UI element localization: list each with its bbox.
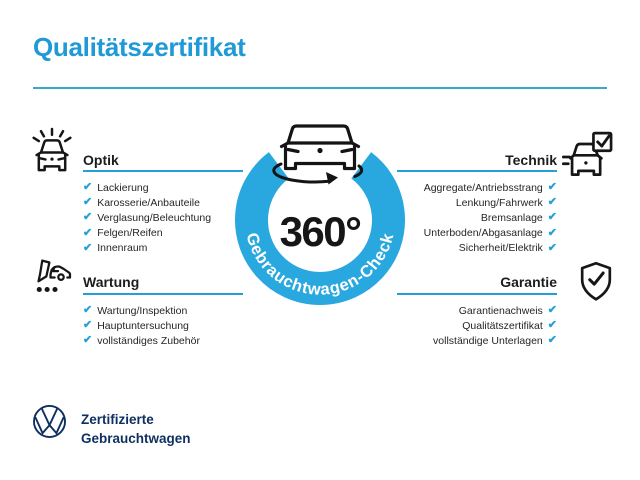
section-title-garantie: Garantie	[500, 274, 557, 290]
check-item-label: Karosserie/Anbauteile	[97, 196, 200, 209]
check-item-label: Unterboden/Abgasanlage	[423, 227, 543, 240]
check-item	[433, 303, 557, 318]
check-item-label: vollständiges Zubehör	[97, 334, 200, 347]
section-rule-technik	[397, 170, 557, 172]
brand-claim	[81, 410, 191, 448]
shield-check-icon	[578, 261, 614, 302]
check-item	[424, 210, 557, 225]
check-item-label: Lenkung/Fahrwerk	[455, 196, 543, 209]
check-item-label: Sicherheit/Elektrik	[458, 242, 543, 255]
check-item-label: Innenraum	[97, 242, 148, 255]
check-item-label: Wartung/Inspektion	[97, 304, 188, 317]
check-item-label: Lackierung	[97, 181, 149, 194]
check-icon: ✔	[547, 211, 557, 224]
check-item	[433, 318, 557, 333]
check-icon: ✔	[83, 304, 93, 317]
degree-value: 360°	[279, 208, 361, 255]
section-title-optik: Optik	[83, 152, 119, 168]
check-item	[433, 333, 557, 348]
brand-claim-line1: Zertifizierte	[81, 412, 154, 427]
check-item	[83, 195, 211, 210]
check-item	[424, 195, 557, 210]
check-item	[83, 333, 200, 348]
check-item	[83, 210, 211, 225]
technik-list	[424, 180, 557, 256]
check-item-label: Felgen/Reifen	[97, 227, 163, 240]
check-icon: ✔	[83, 211, 93, 224]
wartung-list	[83, 303, 200, 349]
car-360-icon	[274, 126, 362, 182]
section-rule-garantie	[397, 293, 557, 295]
check-item-label: Qualitätszertifikat	[462, 319, 543, 332]
check-item	[83, 226, 211, 241]
check-icon: ✔	[547, 304, 557, 317]
page-title: Qualitätszertifikat	[33, 32, 246, 62]
garantie-list	[433, 303, 557, 349]
check-item	[424, 180, 557, 195]
check-icon: ✔	[83, 196, 93, 209]
section-rule-optik	[83, 170, 243, 172]
check-item-label: Garantienachweis	[458, 304, 543, 317]
check-icon: ✔	[547, 226, 557, 239]
check-icon: ✔	[83, 241, 93, 254]
check-item	[424, 226, 557, 241]
check-icon: ✔	[83, 319, 93, 332]
check-item	[83, 241, 211, 256]
service-checklist-icon	[31, 258, 73, 300]
car-checkbox-icon	[562, 131, 614, 178]
check-icon: ✔	[547, 319, 557, 332]
section-title-technik: Technik	[505, 152, 557, 168]
check-icon: ✔	[547, 241, 557, 254]
optik-list	[83, 180, 211, 256]
check-item	[83, 303, 200, 318]
check-item-label: Aggregate/Antriebsstrang	[423, 181, 543, 194]
section-title-wartung: Wartung	[83, 274, 140, 290]
check-icon: ✔	[83, 334, 93, 347]
section-rule-wartung	[83, 293, 243, 295]
check-item-label: Hauptuntersuchung	[97, 319, 189, 332]
check-item-label: vollständige Unterlagen	[433, 334, 543, 347]
check-item-label: Bremsanlage	[480, 211, 543, 224]
brand-claim-line2: Gebrauchtwagen	[81, 431, 191, 446]
vw-logo	[32, 404, 67, 439]
360-check-badge	[228, 118, 412, 314]
check-item-label: Verglasung/Beleuchtung	[97, 211, 212, 224]
check-icon: ✔	[83, 226, 93, 239]
check-icon: ✔	[547, 334, 557, 347]
check-item	[424, 241, 557, 256]
ring-label: Gebrauchtwagen-Check	[242, 230, 398, 299]
shining-car-icon	[30, 127, 74, 175]
check-icon: ✔	[547, 181, 557, 194]
check-item	[83, 318, 200, 333]
header-divider	[33, 87, 607, 89]
check-icon: ✔	[83, 181, 93, 194]
check-icon: ✔	[547, 196, 557, 209]
check-item	[83, 180, 211, 195]
